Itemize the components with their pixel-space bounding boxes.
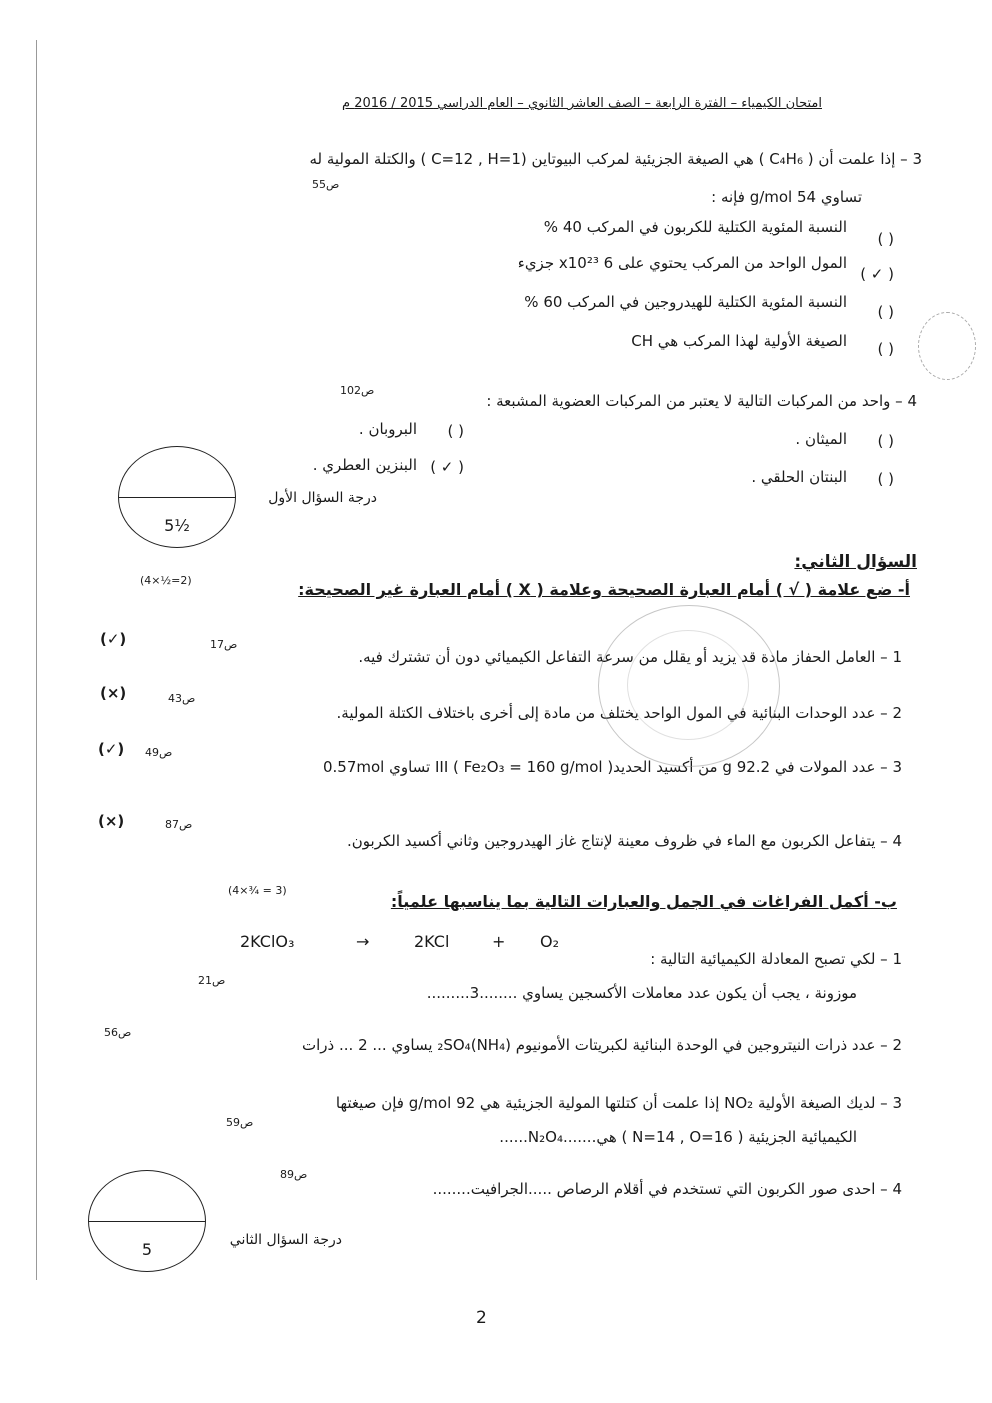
q2-partA-item3-text: 3 – عدد المولات في 92.2 g من أكسيد الحديدIII ( Fe₂O₃ = 160 g/mol ) تساوي 0.57mol (322, 758, 902, 776)
q1-item3-ref: ص55 (312, 178, 340, 191)
q2-partB-item3-text: 3 – لديك الصيغة الأولية NO₂ إذا علمت أن كتلتها المولية الجزيئية هي 92 g/mol فإن صيغتها (335, 1094, 902, 1112)
q2-score-value: 5 (141, 1240, 153, 1259)
q2-partA-points: (4×½=2) (140, 574, 192, 587)
equation-product1: 2KCl (414, 932, 450, 951)
q2-partA-item1-text: 1 – العامل الحفاز مادة قد يزيد أو يقلل من سرعة التفاعل الكيميائي دون أن تشترك فيه. (358, 648, 902, 666)
q2-partA-item3-answer[interactable]: (✓) (98, 740, 125, 758)
q1-item4-opt3-text: البنتان الحلقي . (751, 468, 847, 486)
q2-partA-item2-answer[interactable]: (×) (100, 684, 127, 702)
q2-partB-item3-ref: ص59 (226, 1116, 254, 1129)
q2-partA-item4-text: 4 – يتفاعل الكربون مع الماء في ظروف معينة لإنتاج غاز الهيدروجين وثاني أكسيد الكربون. (347, 832, 902, 850)
q1-item3-stem: 3 – إذا علمت أن ( C₄H₆ ) هي الصيغة الجزيئية لمركب البيوتاين (C=12 , H=1 ) والكتلة المولية له (309, 150, 922, 168)
exam-header: امتحان الكيمياء – الفترة الرابعة – الصف العاشر الثانوي – العام الدراسي 2015 / 2016 م (342, 96, 822, 111)
q2-partA-item4-ref: ص87 (165, 818, 193, 831)
q1-item3-opt3-mark[interactable]: ( ) (877, 303, 894, 321)
q2-partB-item4-ref: ص89 (280, 1168, 308, 1181)
q1-item4-stem: 4 – واحد من المركبات التالية لا يعتبر من المركبات العضوية المشبعة : (486, 392, 917, 410)
q1-score-circle (118, 446, 236, 548)
q2-score-label: درجة السؤال الثاني (229, 1232, 342, 1248)
q1-item4-opt2-mark[interactable]: ( ) (447, 422, 464, 440)
q2-partB-item1-ref: ص21 (198, 974, 226, 987)
q2-partA-item2-text: 2 – عدد الوحدات البنائية في المول الواحد يختلف من مادة إلى أخرى باختلاف الكتلة المولية. (336, 704, 902, 722)
official-stamp-inner (627, 630, 749, 740)
q1-item3-opt1-text: النسبة المئوية الكتلية للكربون في المركب 40 % (543, 218, 847, 236)
q1-item4-ref: ص102 (340, 384, 375, 397)
q1-item3-opt1-mark[interactable]: ( ) (877, 230, 894, 248)
q2-partB-item2-ref: ص56 (104, 1026, 132, 1039)
q2-partB-points: (4×¾ = 3) (228, 884, 287, 897)
q2-partA-item1-ref: ص17 (210, 638, 238, 651)
q1-item3-opt4-text: الصيغة الأولية لهذا المركب هي CH (631, 332, 847, 350)
q2-partA-item4-answer[interactable]: (×) (98, 812, 125, 830)
official-stamp (598, 605, 780, 767)
faint-stamp (918, 312, 976, 380)
q1-item4-opt1-text: الميثان . (795, 430, 847, 448)
q1-item3-stem2: تساوي 54 g/mol فإنه : (711, 188, 862, 206)
q1-item4-opt4-mark[interactable]: ( ✓ ) (430, 458, 464, 476)
q1-item3-opt4-mark[interactable]: ( ) (877, 340, 894, 358)
q2-title: السؤال الثاني: (794, 552, 917, 572)
q2-partB-item2-text: 2 – عدد ذرات النيتروجين في الوحدة البنائية لكبريتات الأمونيوم (NH₄)₂SO₄ يساوي ... 2 ... ذرات (302, 1036, 902, 1054)
equation-arrow: → (356, 932, 370, 951)
q2-partA-item1-answer[interactable]: (✓) (100, 630, 127, 648)
equation-reactant: 2KClO₃ (240, 932, 295, 951)
q2-partB-item1-text2: موزونة ، يجب أن يكون عدد معاملات الأكسجين يساوي ........3......... (426, 984, 857, 1002)
q1-item3-opt2-mark[interactable]: ( ✓ ) (860, 265, 894, 283)
equation-plus: + (492, 932, 506, 951)
q1-item4-opt2-text: البروبان . (358, 420, 417, 438)
q2-partA-heading: أ- ضع علامة ( √ ) أمام العبارة الصحيحة وعلامة ( X ) أمام العبارة غير الصحيحة: (298, 580, 910, 599)
q2-partA-item2-ref: ص43 (168, 692, 196, 705)
page-number: 2 (476, 1308, 487, 1328)
q2-score-circle (88, 1170, 206, 1272)
q1-item3-opt3-text: النسبة المئوية الكتلية للهيدروجين في المركب 60 % (524, 293, 847, 311)
q2-partA-item3-ref: ص49 (145, 746, 173, 759)
q1-score-label: درجة السؤال الأول (268, 490, 377, 506)
q1-item4-opt1-mark[interactable]: ( ) (877, 432, 894, 450)
q2-partB-heading: ب- أكمل الفراغات في الجمل والعبارات التالية بما يناسبها علمياً: (390, 892, 897, 911)
q2-partB-item3-text2: الكيميائية الجزيئية ( N=14 , O=16 ) هي.......N₂O₄...... (499, 1128, 857, 1146)
q1-item3-opt2-text: المول الواحد من المركب يحتوي على 6 x10²³ جزيء (517, 254, 847, 272)
equation-product2: O₂ (540, 932, 560, 951)
q1-item4-opt4-text: البنزين العطري . (312, 456, 417, 474)
q1-item4-opt3-mark[interactable]: ( ) (877, 470, 894, 488)
margin-line (36, 40, 37, 1280)
q2-partB-item1-text: 1 – لكي تصبح المعادلة الكيميائية التالية : (650, 950, 902, 968)
q2-partB-item4-text: 4 – احدى صور الكربون التي تستخدم في أقلام الرصاص .....الجرافيت........ (432, 1180, 902, 1198)
q1-score-value: 5½ (164, 516, 190, 535)
